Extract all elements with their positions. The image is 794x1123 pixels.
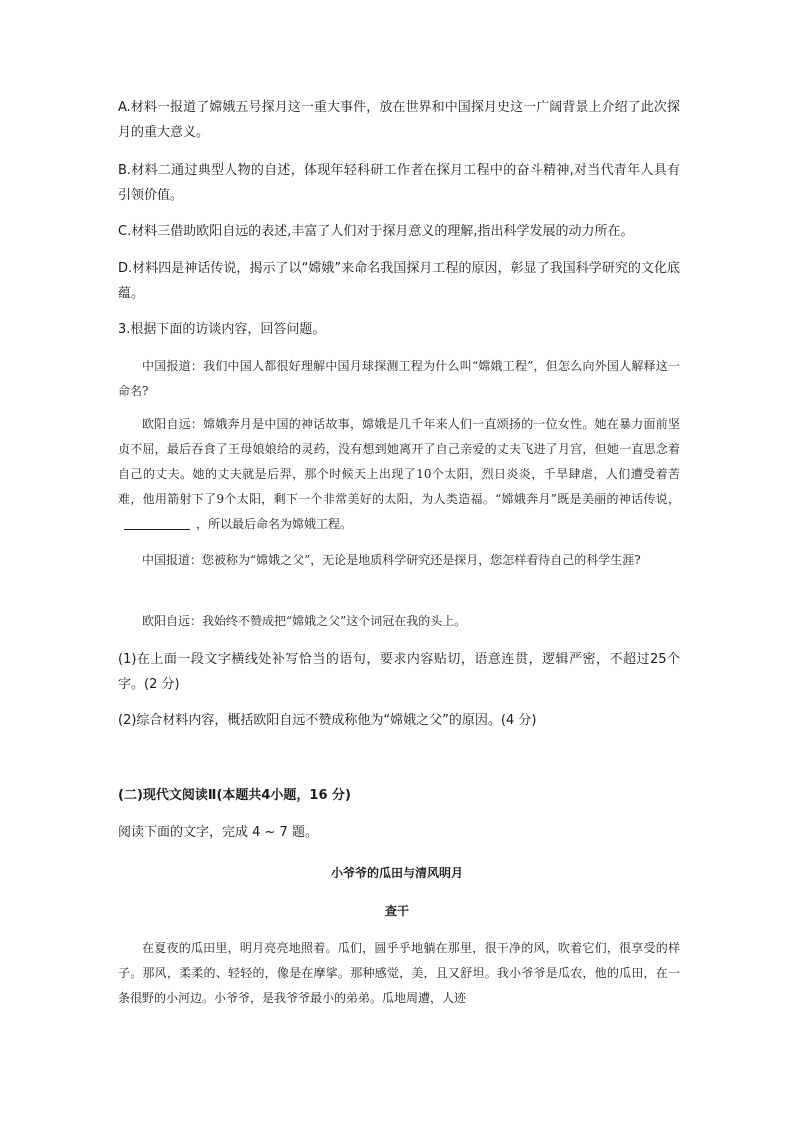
option-b: B.材料二通过典型人物的自述，体现年轻科研工作者在探月工程中的奋斗精神,对当代青年人具有引领价值。 (118, 163, 680, 203)
option-a: A.材料一报道了嫦娥五号探月这一重大事件，放在世界和中国探月史这一广阔背景上介绍了此次探月的重大意义。 (118, 100, 680, 140)
option-c: C.材料三借助欧阳自远的表述,丰富了人们对于探月意义的理解,指出科学发展的动力所在。 (118, 224, 634, 239)
section-heading: (二)现代文阅读Ⅱ(本题共4小题，16 分) (118, 788, 351, 803)
interview-answer-1-ending: ，所以最后命名为嫦娥工程。 (196, 517, 353, 531)
section-instruction: 阅读下面的文字，完成 4 ~ 7 题。 (118, 825, 318, 840)
interview-answer-1-text: 欧阳自远：嫦娥奔月是中国的神话故事，嫦娥是几千年来人们一直颂扬的一位女性。她在暴力面前坚贞不屈，最后吞食了王母娘娘给的灵药，没有想到她离开了自己亲爱的丈夫飞进了月宫，但她一直思念着自己的丈夫。她的丈夫就是后羿，那个时候天上出现了10个太阳，烈日炎炎，千旱肆虐，人们遭受着苦难，他用箭射下了9个太阳，剩下一个非常美好的太阳，为人类造福。“嫦娥奔月”既是美丽的神话传说， (118, 417, 680, 506)
interview-answer-1 (118, 412, 680, 537)
question-3-stem: 3.根据下面的访谈内容，回答问题。 (118, 322, 326, 337)
fill-in-blank[interactable] (124, 515, 190, 530)
sub-question-2: (2)综合材料内容，概括欧阳自远不赞成称他为“嫦娥之父”的原因。(4 分) (118, 713, 537, 728)
option-d: D.材料四是神话传说，揭示了以“嫦娥”来命名我国探月工程的原因，彰显了我国科学研究的文化底蕴。 (118, 261, 680, 301)
interview-question-2: 中国报道：您被称为“嫦娥之父”，无论是地质科学研究还是探月，您怎样看待自己的科学生涯? (142, 553, 641, 567)
article-author: 查干 (384, 904, 409, 918)
article-body: 在夏夜的瓜田里，明月亮亮地照着。瓜们，圆乎乎地躺在那里，很干净的风，吹着它们，很享受的样子。那风，柔柔的、轻轻的，像是在摩挲。那种感觉，美，且又舒坦。我小爷爷是瓜农，他的瓜田，在一条很野的小河边。小爷爷，是我爷爷最小的弟弟。瓜地周遭，人迹 (118, 941, 680, 1005)
article-title: 小爷爷的瓜田与清风明月 (330, 866, 463, 880)
interview-question-1: 中国报道：我们中国人都很好理解中国月球探测工程为什么叫“嫦娥工程”，但怎么向外国人解释这一命名? (118, 359, 680, 398)
interview-answer-2: 欧阳自远：我始终不赞成把“嫦娥之父”这个词冠在我的头上。 (142, 614, 467, 628)
sub-question-1: (1)在上面一段文字横线处补写恰当的语句，要求内容贴切，语意连贯，逻辑严密，不超过25个字。(2 分) (118, 652, 680, 692)
